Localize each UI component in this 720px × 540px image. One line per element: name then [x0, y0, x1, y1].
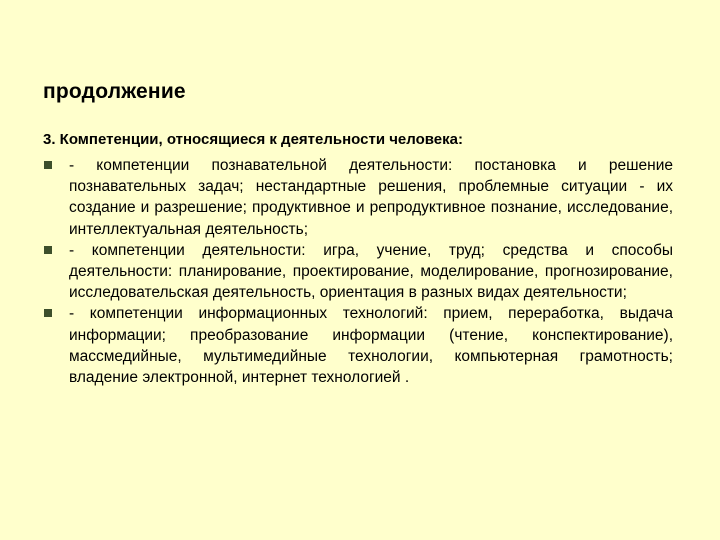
section-heading: 3. Компетенции, относящиеся к деятельности человека: [43, 131, 463, 148]
list-item [43, 303, 673, 388]
list-item-text: - компетенции информационных технологий: прием, переработка, выдача информации; преобразование информации (чтение, конспектирование), массмедийные, мультимедийные технологии, компьютерная грамотность; владение электронной, интернет технологией . [69, 305, 673, 387]
square-bullet-icon [44, 246, 52, 254]
square-bullet-icon [44, 161, 52, 169]
bullet-list [43, 155, 673, 388]
list-item-text: - компетенции деятельности: игра, учение, труд; средства и способы деятельности: планирование, проектирование, моделирование, прогнозирование, исследовательская деятельность, ориентация в разных видах деятельности; [69, 241, 673, 302]
slide-title: продолжение [43, 80, 186, 103]
square-bullet-icon [44, 309, 52, 317]
list-item [43, 155, 673, 240]
list-item [43, 240, 673, 304]
list-item-text: - компетенции познавательной деятельности: постановка и решение познавательных задач; нестандартные решения, проблемные ситуации - их создание и разрешение; продуктивное и репродуктивное познание, исследование, интеллектуальная деятельность; [69, 157, 673, 238]
